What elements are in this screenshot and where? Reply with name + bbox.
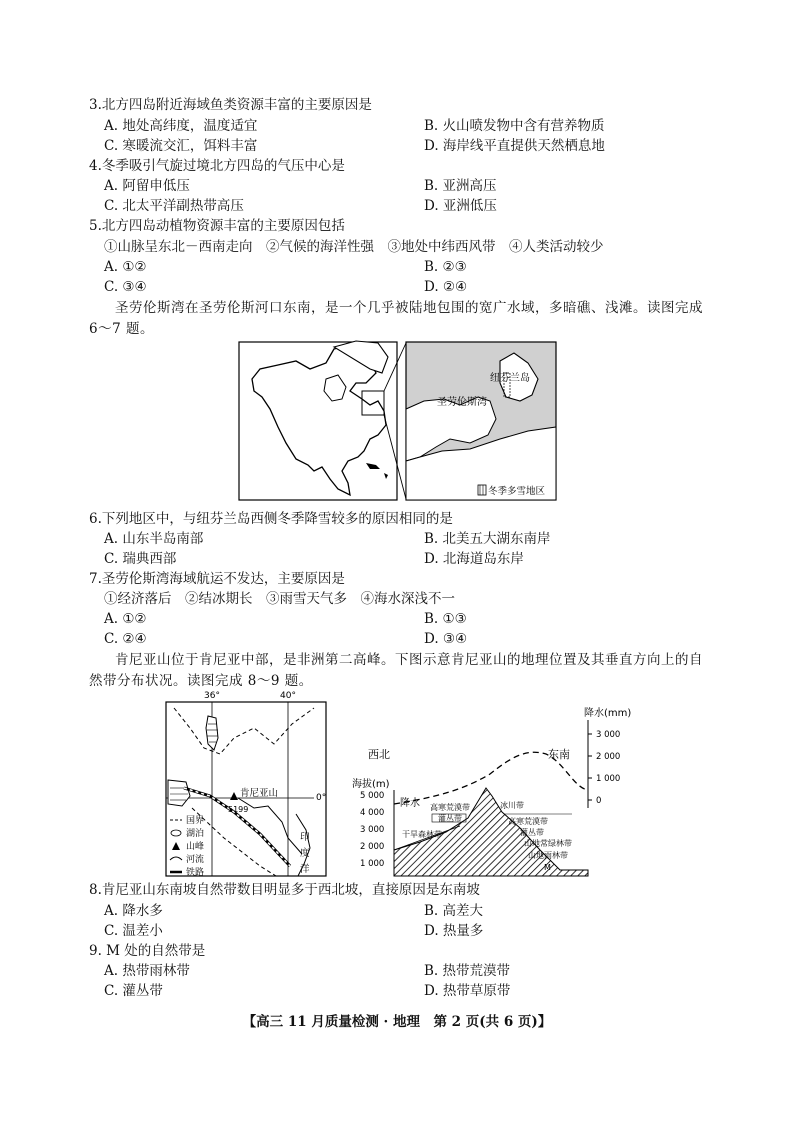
q5-option-a: A. ①② [104, 259, 147, 275]
q3-option-b: B. 火山喷发物中含有营养物质 [424, 118, 605, 134]
q3-option-a: A. 地处高纬度，温度适宜 [104, 118, 258, 134]
zone-alpine-desert-left: 高寒荒漠带 [430, 803, 470, 812]
q8-option-a: A. 降水多 [104, 903, 163, 919]
q4-option-c: C. 北太平洋副热带高压 [104, 198, 244, 214]
question-8-stem: 8.肯尼亚山东南坡自然带数目明显多于西北坡，直接原因是东南坡 [89, 882, 480, 898]
q4-option-d: D. 亚洲低压 [424, 198, 497, 214]
label-northwest: 西北 [368, 748, 390, 761]
lat-0: 0° [316, 793, 327, 803]
ocean-2: 度 [300, 848, 310, 859]
ocean-3: 洋 [300, 864, 310, 875]
rain-tick-1000: 1 000 [596, 774, 621, 784]
alt-tick-3000: 3 000 [360, 825, 385, 835]
q8-option-c: C. 温差小 [104, 923, 163, 939]
legend-border: 国界 [186, 816, 205, 826]
q3-option-c: C. 寒暖流交汇，饵料丰富 [104, 138, 258, 154]
alt-tick-1000: 1 000 [360, 859, 385, 869]
alt-tick-4000: 4 000 [360, 808, 385, 818]
q6-option-b: B. 北美五大湖东南岸 [424, 531, 551, 547]
q4-option-b: B. 亚洲高压 [424, 178, 497, 194]
q5-option-d: D. ②④ [424, 279, 468, 295]
q3-option-d: D. 海岸线平直提供天然栖息地 [424, 138, 605, 154]
q9-option-c: C. 灌丛带 [104, 983, 163, 999]
legend-river: 河流 [186, 855, 205, 865]
page-footer: 【高三 11 月质量检测 · 地理 第 2 页(共 6 页)】 [242, 1014, 552, 1030]
question-7-stem: 7.圣劳伦斯湾海域航运不发达，主要原因是 [89, 571, 345, 587]
lon-36: 36° [204, 691, 220, 701]
question-3-stem: 3.北方四岛附近海域鱼类资源丰富的主要原因是 [89, 97, 372, 113]
zone-mountain-rainforest: 山地雨林带 [528, 851, 568, 860]
alt-axis-label: 海拔(m) [352, 779, 390, 790]
label-newfoundland: 纽芬兰岛 [490, 373, 530, 384]
zone-alpine-desert-right: 高寒荒漠带 [508, 817, 548, 826]
alt-tick-2000: 2 000 [360, 842, 385, 852]
legend-snow-area: 冬季多雪地区 [488, 486, 546, 497]
passage-mount-kenya: 肯尼亚山位于肯尼亚中部，是非洲第二高峰。下图示意肯尼亚山的地理位置及其垂直方向上的自然带分布状况。读图完成 8～9 题。 [89, 652, 703, 689]
question-5-stem: 5.北方四岛动植物资源丰富的主要原因包括 [89, 218, 345, 234]
q6-option-a: A. 山东半岛南部 [104, 531, 204, 547]
question-9-stem: 9. M 处的自然带是 [89, 943, 206, 959]
mount-kenya-profile-diagram [350, 700, 640, 878]
q6-option-d: D. 北海道岛东岸 [424, 551, 524, 567]
q7-option-a: A. ①② [104, 611, 147, 627]
kenya-location-map [164, 688, 328, 878]
zone-dry-forest: 干旱森林带 [402, 830, 442, 839]
legend-railway: 铁路 [186, 868, 205, 878]
zone-shrub-right: 灌丛带 [520, 828, 544, 837]
ocean-1: 印 [300, 832, 310, 843]
label-southeast: 东南 [548, 748, 570, 761]
rain-tick-3000: 3 000 [596, 730, 621, 740]
q9-option-a: A. 热带雨林带 [104, 963, 190, 979]
q6-option-c: C. 瑞典西部 [104, 551, 177, 567]
q4-option-a: A. 阿留申低压 [104, 178, 190, 194]
rain-legend-label: 降水 [400, 798, 420, 809]
q5-option-c: C. ③④ [104, 279, 147, 295]
lon-40: 40° [280, 691, 296, 701]
rain-axis-label: 降水(mm) [584, 708, 632, 719]
q8-option-b: B. 高差大 [424, 903, 484, 919]
rain-tick-2000: 2 000 [596, 752, 621, 762]
q9-option-d: D. 热带草原带 [424, 983, 511, 999]
q5-items: ①山脉呈东北－西南走向 ②气候的海洋性强 ③地处中纬西风带 ④人类活动较少 [104, 239, 604, 255]
q7-option-b: B. ①③ [424, 611, 467, 627]
q7-items: ①经济落后 ②结冰期长 ③雨雪天气多 ④海水深浅不一 [104, 591, 455, 607]
q9-option-b: B. 热带荒漠带 [424, 963, 511, 979]
passage-gulf-st-lawrence: 圣劳伦斯湾在圣劳伦斯河口东南，是一个几乎被陆地包围的宽广水域，多暗礁、浅滩。读图完成 6～7 题。 [89, 300, 703, 337]
zone-m: M [544, 863, 551, 872]
peak-label: 肯尼亚山 [240, 788, 279, 799]
zone-shrub-left: 灌丛带 [438, 814, 462, 823]
question-4-stem: 4.冬季吸引气旋过境北方四岛的气压中心是 [89, 158, 345, 174]
north-america-map-figure [238, 339, 558, 503]
zone-glacier: 冰川带 [500, 801, 524, 810]
q8-option-d: D. 热量多 [424, 923, 484, 939]
zone-mountain-forest: 山地常绿林带 [524, 839, 572, 848]
rain-tick-0: 0 [596, 796, 602, 806]
question-6-stem: 6.下列地区中，与纽芬兰岛西侧冬季降雪较多的原因相同的是 [89, 511, 453, 527]
q7-option-d: D. ③④ [424, 631, 468, 647]
q5-option-b: B. ②③ [424, 259, 467, 275]
peak-elevation: 5199 [228, 805, 249, 814]
q7-option-c: C. ②④ [104, 631, 147, 647]
legend-lake: 湖泊 [186, 829, 205, 839]
alt-tick-5000: 5 000 [360, 791, 385, 801]
label-gulf: 圣劳伦斯湾 [437, 397, 487, 408]
legend-peak: 山峰 [186, 842, 205, 852]
